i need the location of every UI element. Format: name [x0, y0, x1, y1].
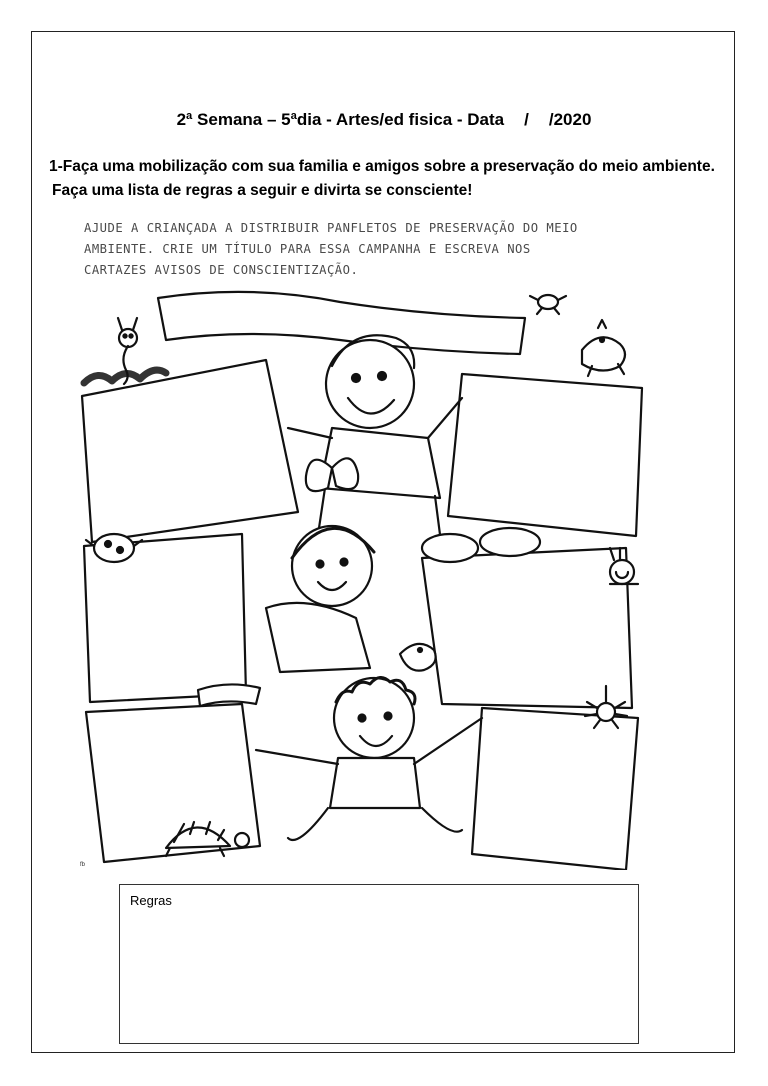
- instruction-line-1: 1-Faça uma mobilização com sua familia e amigos sobre a preservação do meio ambiente.: [49, 158, 715, 175]
- instruction-line-2: Faça uma lista de regras a seguir e divirta se consciente!: [52, 182, 473, 199]
- page-title: [0, 110, 768, 130]
- children-posters-illustration: [70, 288, 650, 870]
- date-year: /2020: [548, 110, 592, 129]
- caption-line-3: CARTAZES AVISOS DE CONSCIENTIZAÇÃO.: [84, 263, 359, 277]
- poster-4: [422, 548, 632, 708]
- activity-caption: [84, 218, 644, 281]
- poster-6: [472, 708, 638, 870]
- loaf-icon: [198, 684, 260, 706]
- bird-icon: [582, 320, 625, 376]
- rules-box[interactable]: [119, 884, 639, 1044]
- poster-2: [448, 374, 642, 536]
- caption-line-1: AJUDE A CRIANÇADA A DISTRIBUIR PANFLETOS DE PRESERVAÇÃO DO MEIO: [84, 221, 578, 235]
- poster-1: [82, 360, 298, 542]
- small-bird-icon: [400, 644, 436, 671]
- boy-top-icon: [288, 335, 462, 550]
- page-mark: fb: [80, 862, 86, 868]
- title-text: 2ª Semana – 5ªdia - Artes/ed fisica - Data: [176, 110, 505, 129]
- caterpillar-icon: [84, 318, 166, 384]
- rules-label: Regras: [130, 893, 172, 908]
- date-slash: /: [524, 110, 529, 129]
- bug-icon: [530, 295, 566, 314]
- caption-line-2: AMBIENTE. CRIE UM TÍTULO PARA ESSA CAMPANHA E ESCREVA NOS: [84, 242, 531, 256]
- title-banner: [158, 292, 525, 354]
